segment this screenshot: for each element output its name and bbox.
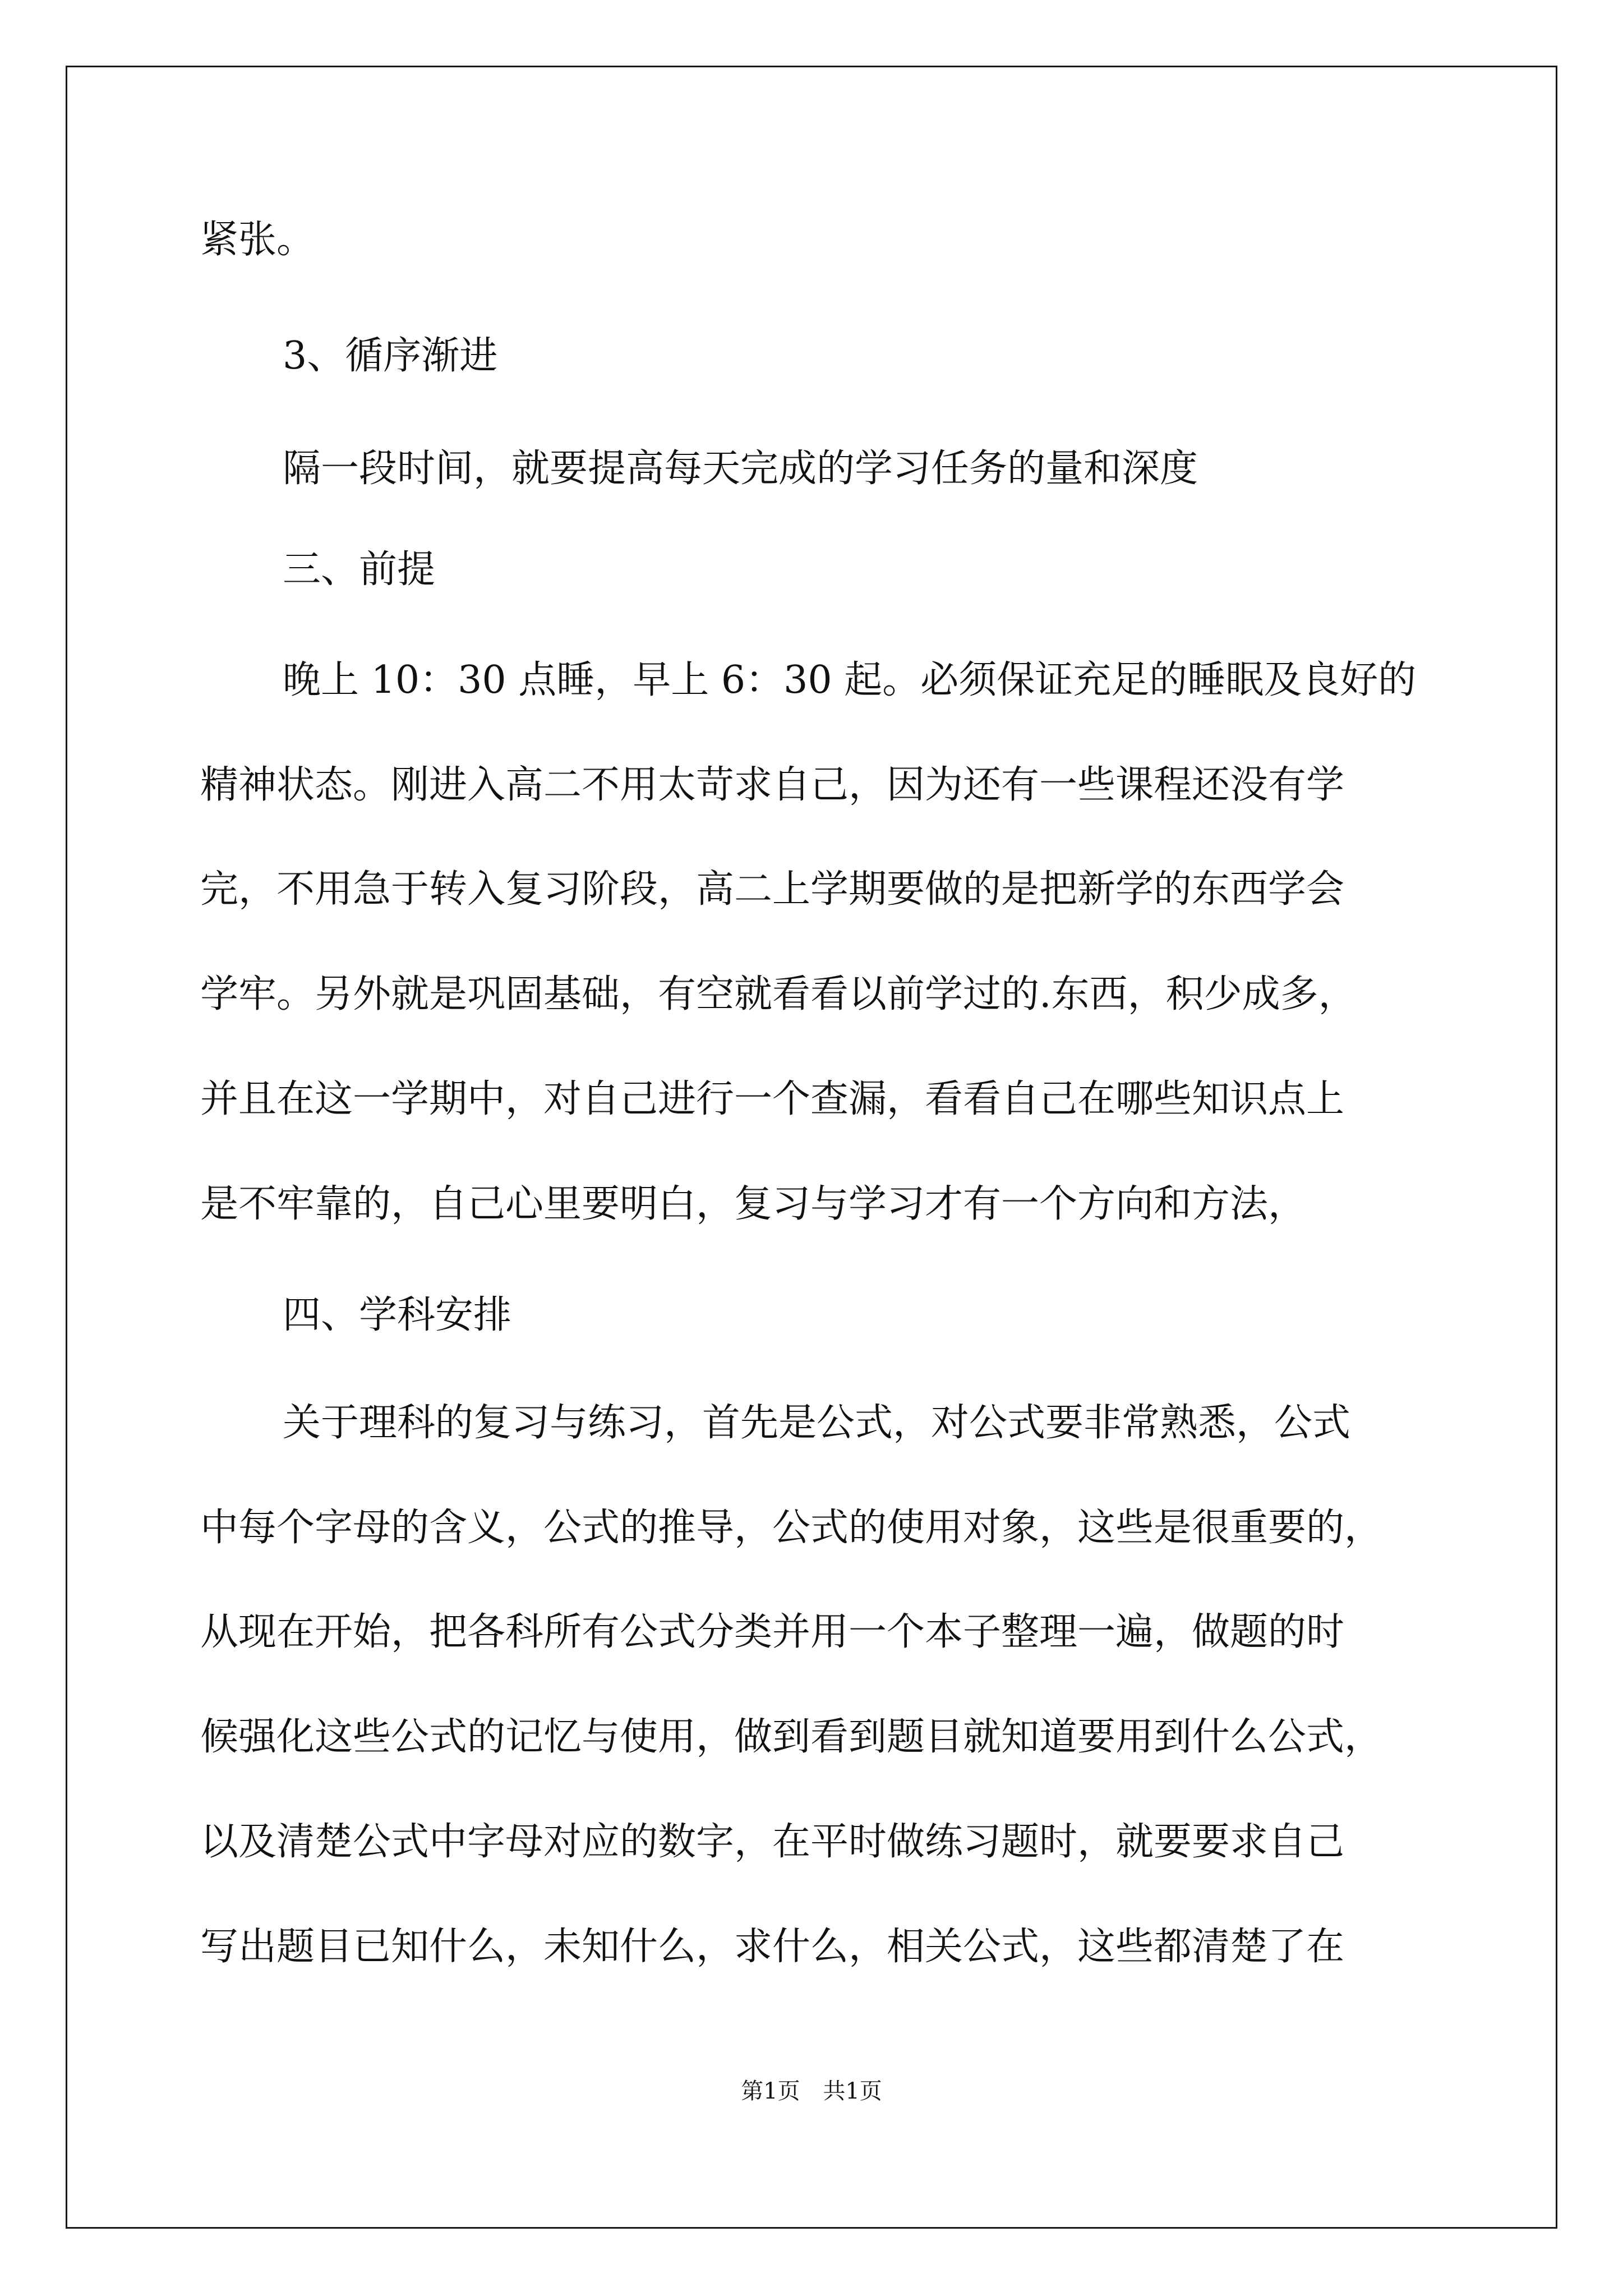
body-line: 从现在开始，把各科所有公式分类并用一个本子整理一遍，做题的时 — [200, 1610, 1345, 1654]
body-line: 候强化这些公式的记忆与使用，做到看到题目就知道要用到什么公式， — [200, 1715, 1383, 1759]
body-line: 晚上 10：30 点睡，早上 6：30 起。必须保证充足的睡眠及良好的 — [283, 658, 1417, 702]
body-line: 紧张。 — [200, 218, 315, 262]
body-line: 以及清楚公式中字母对应的数字，在平时做练习题时，就要要求自己 — [200, 1820, 1345, 1864]
body-line: 并且在这一学期中，对自己进行一个查漏，看看自己在哪些知识点上 — [200, 1077, 1345, 1121]
body-line: 完，不用急于转入复习阶段，高二上学期要做的是把新学的东西学会 — [200, 867, 1345, 912]
total-pages: 共1页 — [823, 2078, 882, 2104]
body-line: 隔一段时间，就要提高每天完成的学习任务的量和深度 — [283, 447, 1198, 491]
body-line: 是不牢靠的，自己心里要明白，复习与学习才有一个方向和方法， — [200, 1182, 1307, 1226]
page-border — [66, 66, 1557, 2229]
page-footer — [0, 2074, 1623, 2108]
body-line: 精神状态。刚进入高二不用太苛求自己，因为还有一些课程还没有学 — [200, 763, 1345, 807]
section-heading: 四、学科安排 — [283, 1293, 512, 1337]
body-line: 学牢。另外就是巩固基础，有空就看看以前学过的.东西，积少成多， — [200, 972, 1357, 1016]
section-heading: 三、前提 — [283, 547, 436, 592]
section-heading: 3、循序渐进 — [283, 334, 498, 378]
body-line: 中每个字母的含义，公式的推导，公式的使用对象，这些是很重要的， — [200, 1506, 1383, 1550]
body-line: 关于理科的复习与练习，首先是公式，对公式要非常熟悉，公式 — [283, 1401, 1351, 1445]
page-number: 第1页 — [741, 2078, 800, 2104]
body-line: 写出题目已知什么，未知什么，求什么，相关公式，这些都清楚了在 — [200, 1925, 1345, 1969]
